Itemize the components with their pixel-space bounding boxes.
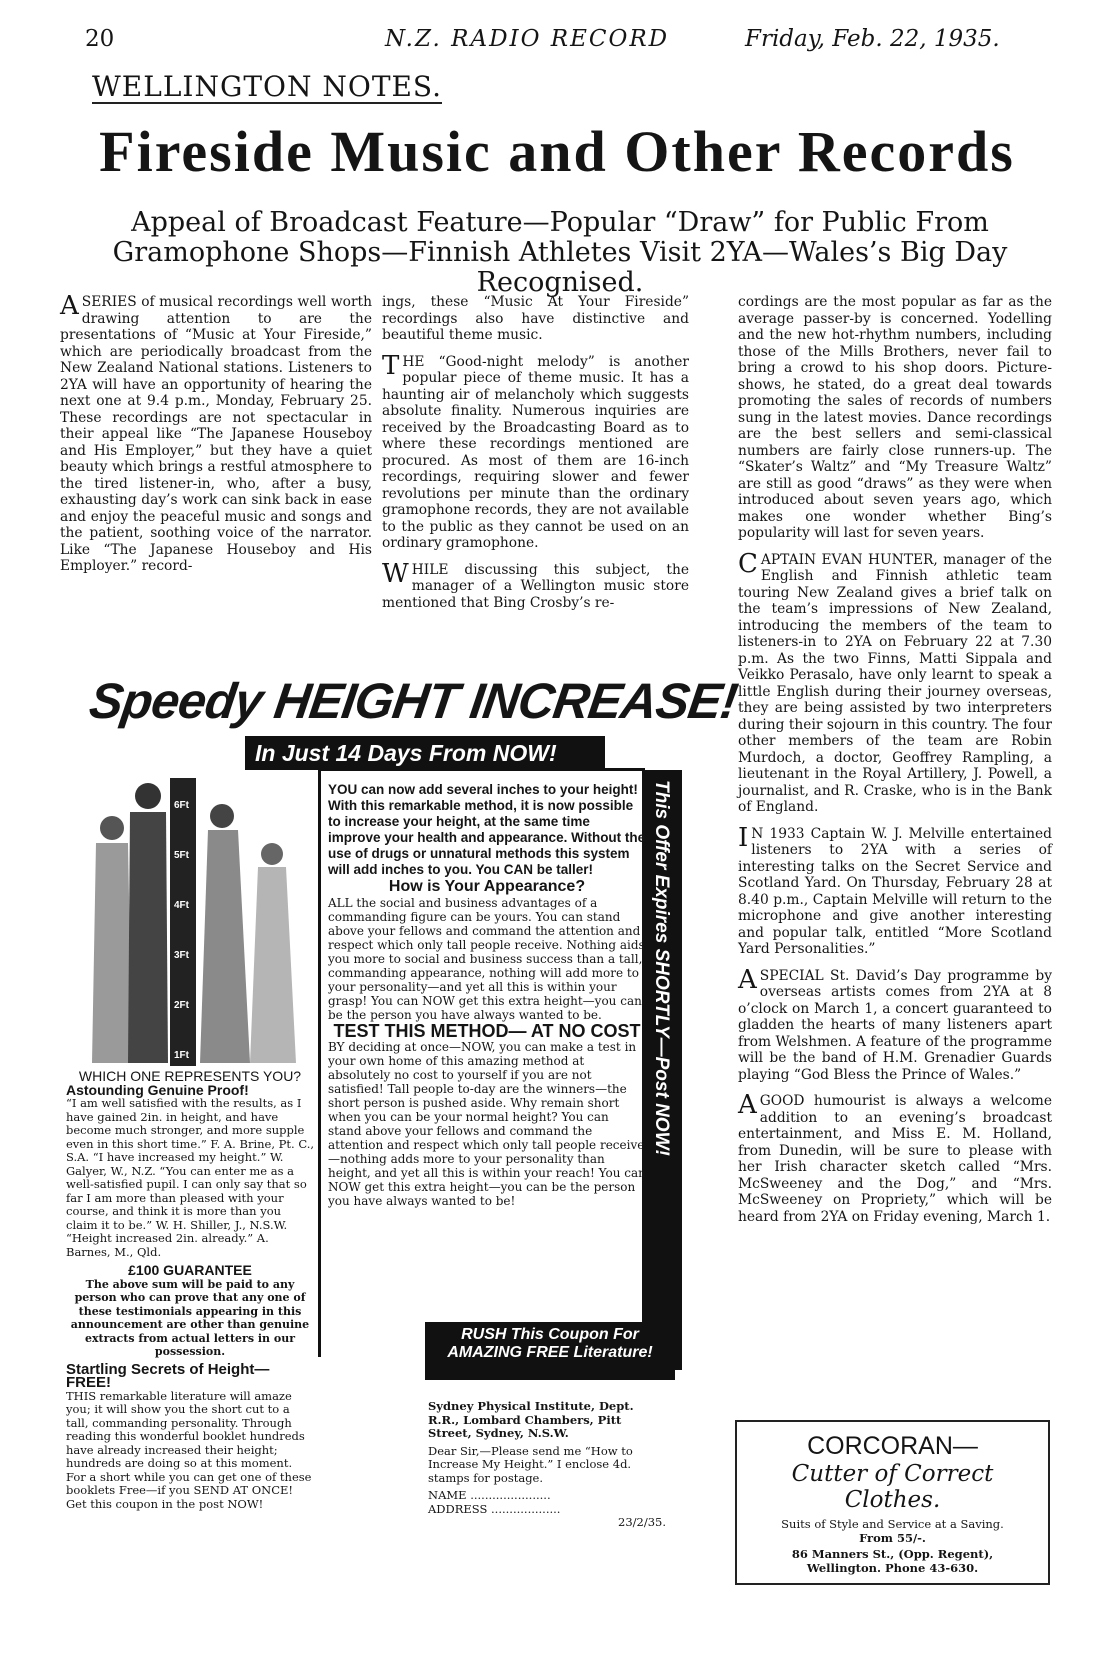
ad-proof-heading: Astounding Genuine Proof! [66,1081,249,1098]
paragraph: ings, these “Music At Your Fireside” recordings also have distinctive and beautiful theme music. [382,294,689,343]
issue-date: Friday, Feb. 22, 1935. [745,26,1000,52]
height-tick: 4Ft [174,900,189,911]
corcoran-ad [735,1420,1050,1585]
ad-testimonials [66,1070,314,1511]
drop-cap: A [738,964,757,995]
publication-name: N.Z. RADIO RECORD [385,26,670,52]
paragraph: GOOD humourist is always a welcome addition to an evening’s broadcast entertainment, and Miss E. M. Holland, from Dunedin, will be sure to please with her Irish character sketch called “Mrs. McSweeney and the Dog,” and “Mrs. McSweeney on Propriety,” which will be heard from 2YA on Friday evening, March 1. [738,1093,1052,1225]
ad-testimonials-text: “I am well satisfied with the results, as I have gained 2in. in height, and have become much stronger, and more supple even in this short time.” F. A. Brine, Pt. C., S.A. “I have increased my height.” W. Galyer, W., N.Z. “You can enter me as a well-satisfied pupil. I can only say that so far I am more than pleased with your course, and think it is more than you claim it to be.” W. H. Shiller, J., N.S.W. “Height increased 2in. already.” A. Barnes, M., Qld. [66,1096,315,1259]
coupon-body: Dear Sir,—Please send me “How to Increase My Height.” I enclose 4d. stamps for postage. [428,1443,633,1485]
ad-paragraph: BY deciding at once—NOW, you can make a test in your own home of this amazing method at absolutely no cost to yourself if you are not satisfied! Tall people to-day are the winners—the short person is pushed aside. Why remain short when you can be your normal height? You can stand above your fellows and command the attention and respect which only tall people receive—nothing adds more to your personality than height, and yet all this is within your reach! You can NOW get this extra height—you can be the person you have always wanted to be! [328,1040,646,1208]
ad-lead: YOU can now add several inches to your height! With this remarkable method, it is now possible to increase your height, at the same time improve your health and appearance. Without the use of drugs or unnatural methods this system will add inches to you. You CAN be taller! [328,782,646,877]
paragraph: N 1933 Captain W. J. Melville entertained listeners to 2YA with a series of interesting talks on the Secret Service and Scotland Yard. On Thursday, February 28 at 8.40 p.m., Captain Melville will return to the microphone and give another interesting and popular talk, entitled “More Scotland Yard Personalities.” [738,825,1052,957]
ad-guarantee-text: The above sum will be paid to any person who can prove that any one of these testimonials appearing in this announcement are other than genuine extracts from actual letters in our possession. [70,1277,310,1358]
drop-cap: W [382,558,409,589]
ad-vertical-text: This Offer Expires SHORTLY—Post NOW! [651,780,672,1156]
paragraph: HE “Good-night melody” is another popular piece of theme music. It has a haunting air of melancholy which suggests absolute finality. Numerous inquiries are received by the Broadcasting Board as to where these recordings mentioned are procured. As most of them are 16-inch recordings, requiring slower and fewer revolutions per minute than the ordinary gramophone records, they are not available to the public as they cannot be used on an ordinary gramophone. [382,353,689,551]
ad-secrets-text: THIS remarkable literature will amaze you; it will show you the short cut to a tall, commanding personality. Through reading this wonderful booklet hundreds have already increased their height; hundreds are doing so at this moment. For a short while you can get one of these booklets Free—if you SEND AT ONCE! Get this coupon in the post NOW! [66,1388,312,1511]
tall-woman-figure [200,804,250,1063]
drop-cap: I [738,822,749,853]
subheadline: Appeal of Broadcast Feature—Popular “Draw” for Public From Gramophone Shops—Finnish Athletes Visit 2YA—Wales’s Big Day Recognised. [112,207,1008,298]
corcoran-suits: Suits of Style and Service at a Saving. [781,1517,1004,1531]
paragraph: HILE discussing this subject, the manager of a Wellington music store mentioned that Bing Crosby’s re- [382,561,689,611]
article-column-2 [382,294,689,621]
ad-which-heading: WHICH ONE REPRESENTS YOU? [78,1068,302,1084]
corcoran-tagline-1: Cutter of Correct [791,1461,994,1487]
corcoran-tagline-2: Clothes. [844,1487,941,1513]
height-tick: 3Ft [174,950,189,961]
height-tick: 1Ft [174,1050,189,1061]
article-column-3 [738,294,1052,1235]
coupon-form [428,1400,666,1530]
short-man-figure [92,816,132,1063]
paragraph: APTAIN EVAN HUNTER, manager of the English and Finnish athletic team touring New Zealand gives a brief talk on the team’s impressions of New Zealand, introducing the members of the team to listeners-in to 2YA on February 22 at 7.30 p.m. As the two Finns, Matti Sippala and Veikko Perasalo, have only learnt to speak a little English during their journey overseas, they are being assisted by two interpreters during their sojourn in this country. The four other members of the team are Robin Murdoch, a doctor, Geoffrey Rampling, a lieutenant in the Royal Artillery, J. Powell, a journalist, and R. Craske, who is in the Bank of England. [738,551,1052,815]
corcoran-address: 86 Manners St., (Opp. Regent), Wellington. Phone 43-630. [791,1547,994,1575]
corcoran-name: CORCORAN— [807,1432,978,1460]
page-number: 20 [85,26,115,52]
section-heading: WELLINGTON NOTES. [92,70,443,103]
ad-question: How is Your Appearance? [388,878,586,895]
coupon-address: Sydney Physical Institute, Dept. R.R., Lombard Chambers, Pitt Street, Sydney, N.S.W. [428,1399,634,1440]
coupon-code: 23/2/35. [618,1515,666,1529]
ad-paragraph: ALL the social and business advantages of a commanding figure can be yours. You can stand above your fellows and command the attention and respect which only tall people receive. Nothing aids you more to social and business success than a tall, commanding appearance, nothing will add more to your personality—and yet all this is within your grasp! You can NOW get this extra height—you can be the person you have always wanted to be. [328,896,645,1022]
drop-cap: T [382,350,400,381]
ad-title: Speedy HEIGHT INCREASE! [86,673,741,729]
ad-secrets-heading: Startling Secrets of Height—FREE! [66,1360,270,1391]
article-column-1 [60,291,372,585]
paragraph: SPECIAL St. David’s Day programme by overseas artists comes from 2YA at 8 o’clock on March 1, a concert guaranteed to gladden the hearts of many listeners apart from Welshmen. A feature of the programme will be the band of H.M. Grenadier Guards playing “God Bless the Prince of Wales.” [738,967,1052,1083]
height-scale [170,778,196,1066]
paragraph: cordings are the most popular as far as the average passer-by is concerned. Yodelling and the new hot-rhythm numbers, including those of the Mills Brothers, never fail to bring a crowd to his shop doors. Picture-shows, he stated, do a great deal towards promoting the sales of records of numbers sung in the latest movies. Dance recordings are the best sellers and semi-classical numbers are fairly close runners-up. The “Skater’s Waltz” and “My Treasure Waltz” are still as good “draws” as they were when introduced about seven years ago, which makes one wonder whether Bing’s popularity will last for seven years. [738,294,1052,541]
ad-guarantee-heading: £100 GUARANTEE [128,1262,252,1278]
drop-cap: A [60,291,79,321]
coupon-heading: RUSH This Coupon For AMAZING FREE Literature! [425,1322,675,1380]
ad-banner: In Just 14 Days From NOW! [245,736,605,770]
ad-test-heading: TEST THIS METHOD— AT NO COST [333,1021,641,1041]
drop-cap: A [738,1090,757,1120]
headline: Fireside Music and Other Records [99,119,1015,184]
height-figures-illustration [82,768,314,1068]
height-tick: 5Ft [174,850,189,861]
height-tick: 6Ft [174,800,189,811]
ad-body [328,782,646,1208]
paragraph: SERIES of musical recordings well worth drawing attention to are the presentations of “Music at Your Fireside,” which are periodically broadcast from the New Zealand National stations. Listeners to 2YA will have an opportunity of hearing the next one at 9.4 p.m., Monday, February 25. These recordings are not spectacular in their appeal like “The Japanese Houseboy and His Employer,” but they have a quiet beauty which brings a restful atmosphere to the tired listener-in, who, after a busy, exhausting day’s work can sink back in ease and enjoy the peaceful music and songs and the patient, soothing voice of the narrator. Like “The Japanese Houseboy and His Employer.” record- [60,294,372,574]
ad-vertical-banner [642,770,682,1370]
coupon-address-field[interactable]: ADDRESS ................... [428,1501,561,1516]
tall-man-figure [128,783,168,1063]
height-tick: 2Ft [174,1000,189,1011]
coupon-name-field[interactable]: NAME ...................... [428,1488,551,1502]
short-woman-figure [250,843,296,1063]
drop-cap: C [738,548,758,579]
corcoran-price: From 55/-. [859,1531,926,1545]
